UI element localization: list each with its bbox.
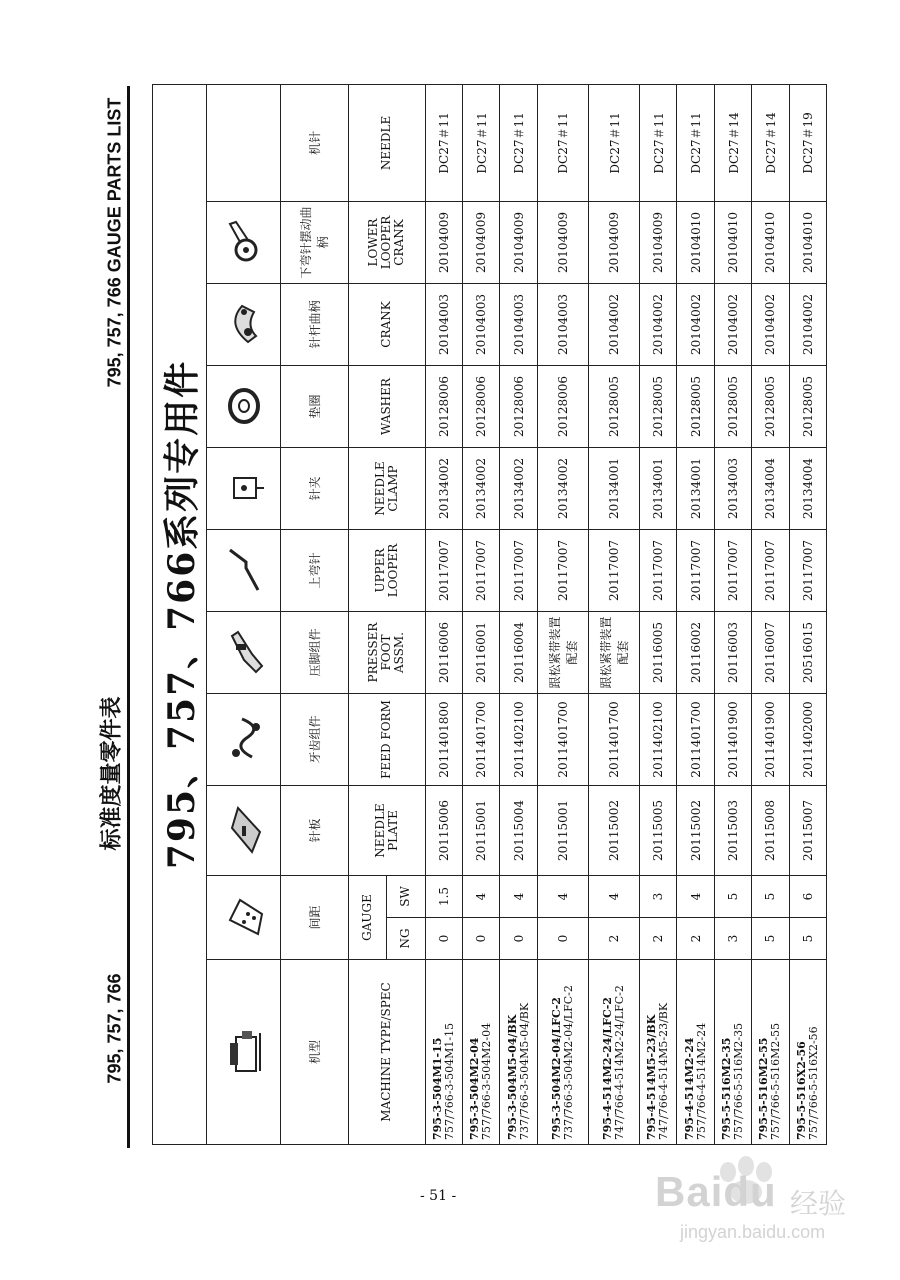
model-cell xyxy=(752,960,789,1145)
cell-plate: 20115005 xyxy=(640,786,677,876)
cell-clamp: 20134002 xyxy=(463,448,500,530)
cell-clamp: 20134002 xyxy=(500,448,537,530)
cell-ng: 0 xyxy=(537,918,588,960)
cell-crank: 20104002 xyxy=(752,284,789,366)
cell-sw: 6 xyxy=(789,876,826,918)
col-presser-foot-en: PRESSER FOOT ASSM. xyxy=(348,612,425,694)
cell-crank: 20104003 xyxy=(425,284,462,366)
cell-sw: 4 xyxy=(677,876,714,918)
cell-washer: 20128005 xyxy=(789,366,826,448)
cell-needle: DC27＃11 xyxy=(425,84,462,201)
cell-needle: DC27＃11 xyxy=(677,84,714,201)
cell-sw: 1.5 xyxy=(425,876,462,918)
cell-clamp: 20134001 xyxy=(588,448,639,530)
column-cn-row xyxy=(281,84,349,1144)
cell-upper: 20117007 xyxy=(714,530,751,612)
col-feed-form-en: FEED FORM xyxy=(348,694,425,786)
cell-feed: 2011401700 xyxy=(588,694,639,786)
table-row xyxy=(588,84,639,1144)
cell-feed: 2011401800 xyxy=(425,694,462,786)
col-lower-looper-crank-en: LOWER LOOPER CRANK xyxy=(348,202,425,284)
cell-needle: DC27＃11 xyxy=(640,84,677,201)
model-secondary: 757/766-5-516X2-56 xyxy=(806,1026,820,1140)
cell-crank: 20104002 xyxy=(640,284,677,366)
header-left-series: 795, 757, 766 xyxy=(104,973,125,1084)
cell-upper: 20117007 xyxy=(425,530,462,612)
col-upper-looper-en: UPPER LOOPER xyxy=(348,530,425,612)
cell-presser: 20116003 xyxy=(714,612,751,694)
cell-upper: 20117007 xyxy=(752,530,789,612)
cell-washer: 20128006 xyxy=(500,366,537,448)
cell-washer: 20128005 xyxy=(752,366,789,448)
cell-plate: 20115007 xyxy=(789,786,826,876)
model-primary: 795-5-516M2-55 xyxy=(757,1037,771,1140)
crank-icon xyxy=(207,284,281,366)
table-row xyxy=(500,84,537,1144)
cell-sw: 3 xyxy=(640,876,677,918)
col-crank-en: CRANK xyxy=(348,284,425,366)
table-row xyxy=(714,84,751,1144)
table-row xyxy=(640,84,677,1144)
cell-needle: DC27＃11 xyxy=(537,84,588,201)
cell-crank: 20104003 xyxy=(500,284,537,366)
cell-ng: 5 xyxy=(789,918,826,960)
cell-washer: 20128005 xyxy=(714,366,751,448)
col-machine-en: MACHINE TYPE/SPEC xyxy=(348,960,425,1145)
cell-clamp: 20134001 xyxy=(677,448,714,530)
col-gauge-sw: SW xyxy=(387,876,425,918)
col-needle-clamp-en: NEEDLE CLAMP xyxy=(348,448,425,530)
header-middle-title: 标准度量零件表 xyxy=(98,696,125,851)
gauge-parts-table xyxy=(152,84,827,1145)
cell-feed: 2011402000 xyxy=(789,694,826,786)
needle-plate-icon xyxy=(207,786,281,876)
cell-ng: 2 xyxy=(640,918,677,960)
cell-lower: 20104010 xyxy=(714,202,751,284)
cell-sw: 5 xyxy=(752,876,789,918)
parts-table-rotated xyxy=(152,85,827,1145)
cell-presser: 跟松紧带装置配套 xyxy=(537,612,588,694)
cell-clamp: 20134004 xyxy=(752,448,789,530)
cell-clamp: 20134001 xyxy=(640,448,677,530)
col-presser-foot-cn: 压脚组件 xyxy=(281,612,349,694)
upper-looper-icon xyxy=(207,530,281,612)
cell-lower: 20104009 xyxy=(425,202,462,284)
cell-ng: 2 xyxy=(588,918,639,960)
cell-lower: 20104009 xyxy=(640,202,677,284)
cell-upper: 20117007 xyxy=(537,530,588,612)
column-en-row xyxy=(348,84,386,1144)
cell-presser: 20116002 xyxy=(677,612,714,694)
needle-icon-blank xyxy=(207,84,281,201)
presser-foot-icon xyxy=(207,612,281,694)
cell-lower: 20104009 xyxy=(537,202,588,284)
cell-ng: 0 xyxy=(463,918,500,960)
cell-needle: DC27＃11 xyxy=(588,84,639,201)
cell-plate: 20115002 xyxy=(588,786,639,876)
table-row xyxy=(425,84,462,1144)
cell-clamp: 20134003 xyxy=(714,448,751,530)
cell-upper: 20117007 xyxy=(500,530,537,612)
model-secondary: 747/766-4-514M5-23/BK xyxy=(657,1002,671,1140)
model-cell xyxy=(425,960,462,1145)
model-cell xyxy=(537,960,588,1145)
cell-upper: 20117007 xyxy=(588,530,639,612)
col-feed-form-cn: 牙齿组件 xyxy=(281,694,349,786)
col-lower-looper-crank-cn: 下弯针摆动曲柄 xyxy=(281,202,349,284)
cell-lower: 20104009 xyxy=(463,202,500,284)
model-secondary: 757/766-4-514M2-24 xyxy=(694,1022,708,1140)
cell-presser: 跟松紧带装置配套 xyxy=(588,612,639,694)
header-right-title: 795, 757, 766 GAUGE PARTS LIST xyxy=(104,97,125,388)
cell-lower: 20104010 xyxy=(752,202,789,284)
cell-presser: 20116006 xyxy=(425,612,462,694)
cell-feed: 2011402100 xyxy=(640,694,677,786)
series-banner: 795、757、766系列专用件 xyxy=(153,84,207,1144)
col-needle-plate-en: NEEDLE PLATE xyxy=(348,786,425,876)
cell-needle: DC27＃14 xyxy=(752,84,789,201)
cell-upper: 20117007 xyxy=(640,530,677,612)
model-primary: 795-4-514M2-24/LFC-2 xyxy=(601,997,615,1140)
table-row xyxy=(752,84,789,1144)
cell-plate: 20115004 xyxy=(500,786,537,876)
model-secondary: 757/766-3-504M1-15 xyxy=(442,1022,456,1140)
cell-crank: 20104002 xyxy=(789,284,826,366)
cell-lower: 20104010 xyxy=(677,202,714,284)
cell-presser: 20116005 xyxy=(640,612,677,694)
model-cell xyxy=(640,960,677,1145)
watermark-url: jingyan.baidu.com xyxy=(680,1222,826,1242)
machine-icon xyxy=(207,960,281,1145)
model-cell xyxy=(588,960,639,1145)
model-primary: 795-4-514M2-24 xyxy=(682,1037,696,1140)
model-secondary: 747/766-4-514M2-24/LFC-2 xyxy=(613,985,627,1140)
cell-needle: DC27＃11 xyxy=(463,84,500,201)
col-gauge-cn: 间距 xyxy=(281,876,349,960)
model-cell xyxy=(789,960,826,1145)
col-washer-cn: 垫圈 xyxy=(281,366,349,448)
cell-presser: 20516015 xyxy=(789,612,826,694)
cell-lower: 20104009 xyxy=(588,202,639,284)
cell-clamp: 20134002 xyxy=(425,448,462,530)
cell-sw: 4 xyxy=(463,876,500,918)
table-row xyxy=(789,84,826,1144)
cell-plate: 20115002 xyxy=(677,786,714,876)
cell-washer: 20128005 xyxy=(588,366,639,448)
model-secondary: 737/766-3-504M5-04/BK xyxy=(517,1002,531,1140)
model-secondary: 757/766-5-516M2-35 xyxy=(732,1022,746,1140)
model-secondary: 757/766-5-516M2-55 xyxy=(769,1022,783,1140)
watermark-brand: Baidu xyxy=(655,1168,777,1215)
model-cell xyxy=(500,960,537,1145)
model-secondary: 737/766-3-504M2-04/LFC-2 xyxy=(561,985,575,1140)
cell-presser: 20116007 xyxy=(752,612,789,694)
cell-upper: 20117007 xyxy=(789,530,826,612)
cell-needle: DC27＃19 xyxy=(789,84,826,201)
cell-feed: 2011401900 xyxy=(752,694,789,786)
cell-crank: 20104002 xyxy=(714,284,751,366)
cell-plate: 20115008 xyxy=(752,786,789,876)
col-crank-cn: 针杆曲柄 xyxy=(281,284,349,366)
header-rule xyxy=(127,86,130,1148)
page-number: - 51 - xyxy=(420,1188,457,1204)
model-primary: 795-3-504M2-04/LFC-2 xyxy=(549,997,563,1140)
col-gauge-ng: NG xyxy=(387,918,425,960)
model-primary: 795-3-504M5-04/BK xyxy=(505,1014,519,1140)
col-needle-clamp-cn: 针夹 xyxy=(281,448,349,530)
table-row xyxy=(677,84,714,1144)
cell-crank: 20104003 xyxy=(537,284,588,366)
cell-lower: 20104010 xyxy=(789,202,826,284)
cell-clamp: 20134002 xyxy=(537,448,588,530)
col-needle-en: NEEDLE xyxy=(348,84,425,201)
cell-ng: 2 xyxy=(677,918,714,960)
cell-feed: 2011401700 xyxy=(463,694,500,786)
cell-crank: 20104002 xyxy=(677,284,714,366)
cell-ng: 0 xyxy=(425,918,462,960)
cell-sw: 4 xyxy=(537,876,588,918)
cell-sw: 5 xyxy=(714,876,751,918)
cell-feed: 2011401700 xyxy=(537,694,588,786)
cell-upper: 20117007 xyxy=(677,530,714,612)
cell-ng: 0 xyxy=(500,918,537,960)
washer-icon xyxy=(207,366,281,448)
feed-dog-icon xyxy=(207,694,281,786)
cell-washer: 20128006 xyxy=(537,366,588,448)
model-primary: 795-5-516M2-35 xyxy=(720,1037,734,1140)
model-cell xyxy=(714,960,751,1145)
cell-needle: DC27＃11 xyxy=(500,84,537,201)
model-cell xyxy=(677,960,714,1145)
table-row xyxy=(463,84,500,1144)
col-needle-plate-cn: 针板 xyxy=(281,786,349,876)
model-cell xyxy=(463,960,500,1145)
cell-presser: 20116001 xyxy=(463,612,500,694)
cell-feed: 2011402100 xyxy=(500,694,537,786)
cell-washer: 20128005 xyxy=(640,366,677,448)
cell-lower: 20104009 xyxy=(500,202,537,284)
col-needle-cn: 机针 xyxy=(281,84,349,201)
cell-feed: 2011401900 xyxy=(714,694,751,786)
cell-ng: 5 xyxy=(752,918,789,960)
cell-washer: 20128006 xyxy=(425,366,462,448)
watermark-cn: 经验 xyxy=(790,1187,847,1220)
cell-clamp: 20134004 xyxy=(789,448,826,530)
model-primary: 795-5-516X2-56 xyxy=(794,1041,808,1140)
table-row xyxy=(537,84,588,1144)
icon-row xyxy=(207,84,281,1144)
cell-sw: 4 xyxy=(588,876,639,918)
lower-looper-crank-icon xyxy=(207,202,281,284)
cell-presser: 20116004 xyxy=(500,612,537,694)
cell-crank: 20104002 xyxy=(588,284,639,366)
cell-washer: 20128006 xyxy=(463,366,500,448)
cell-crank: 20104003 xyxy=(463,284,500,366)
col-washer-en: WASHER xyxy=(348,366,425,448)
cell-feed: 2011401700 xyxy=(677,694,714,786)
col-upper-looper-cn: 上弯针 xyxy=(281,530,349,612)
col-gauge-en: GAUGE xyxy=(348,876,386,960)
cell-needle: DC27＃14 xyxy=(714,84,751,201)
model-primary: 795-4-514M5-23/BK xyxy=(645,1014,659,1140)
cell-washer: 20128005 xyxy=(677,366,714,448)
cell-ng: 3 xyxy=(714,918,751,960)
gauge-icon xyxy=(207,876,281,960)
cell-sw: 4 xyxy=(500,876,537,918)
col-machine-cn: 机型 xyxy=(281,960,349,1145)
model-secondary: 757/766-3-504M2-04 xyxy=(480,1022,494,1140)
model-primary: 795-3-504M2-04 xyxy=(468,1037,482,1140)
parts-rows xyxy=(425,84,826,1144)
model-primary: 795-3-504M1-15 xyxy=(430,1037,444,1140)
cell-plate: 20115001 xyxy=(463,786,500,876)
cell-upper: 20117007 xyxy=(463,530,500,612)
needle-clamp-icon xyxy=(207,448,281,530)
cell-plate: 20115003 xyxy=(714,786,751,876)
cell-plate: 20115006 xyxy=(425,786,462,876)
cell-plate: 20115001 xyxy=(537,786,588,876)
